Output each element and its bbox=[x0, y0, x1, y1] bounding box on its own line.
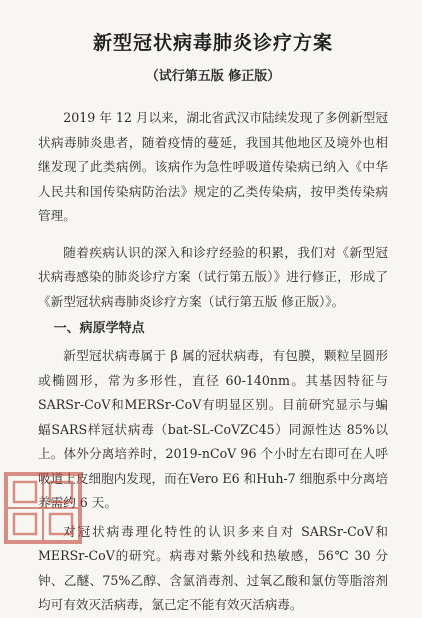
intro-paragraph-2: 随着疾病认识的深入和诊疗经验的积累，我们对《新型冠状病毒感染的肺炎诊疗方案（试行第五版）》进行修正，形成了《新型冠状病毒肺炎诊疗方案（试行第五版 修正版）》。 bbox=[38, 244, 388, 309]
document-subtitle: （试行第五版 修正版） bbox=[145, 69, 281, 84]
section-heading: 一、病原学特点 bbox=[53, 321, 145, 336]
intro-paragraph-1: 2019 年 12 月以来，湖北省武汉市陆续发现了多例新型冠状病毒肺炎患者，随着疫情的蔓延，我国其他地区及境外也相继发现了此类病例。该病作为急性呼吸道传染病已纳入《中华人民共和国传染病防治法》规定的乙类传染病，按甲类传染病管理。 bbox=[38, 110, 388, 223]
section-paragraph-2: 对冠状病毒理化特性的认识多来自对 SARSr-CoV和MERSr-CoV的研究。病毒对紫外线和热敏感，56℃ 30 分钟、乙醚、75%乙醇、含氯消毒剂、过氧乙酸和氯仿等脂溶剂均可有效灭活病毒，氯己定不能有效灭活病毒。 bbox=[38, 523, 388, 612]
document-title: 新型冠状病毒肺炎诊疗方案 bbox=[92, 32, 333, 54]
section-paragraph-1: 新型冠状病毒属于 β 属的冠状病毒，有包膜，颗粒呈圆形或椭圆形，常为多形性，直径 60-140nm。其基因特征与SARSr-CoV和MERSr-CoV有明显区别。目前研究显示与蝙蝠SARS样冠状病毒（bat-SL-CoVZC45）同源性达 85%以上。体外分离培养时，2019-nCoV 96 个小时左右即可在人呼吸道上皮细胞内发现，而在Vero E6 和Huh-7 细胞系中分离培养需约 6 天。 bbox=[38, 348, 388, 510]
